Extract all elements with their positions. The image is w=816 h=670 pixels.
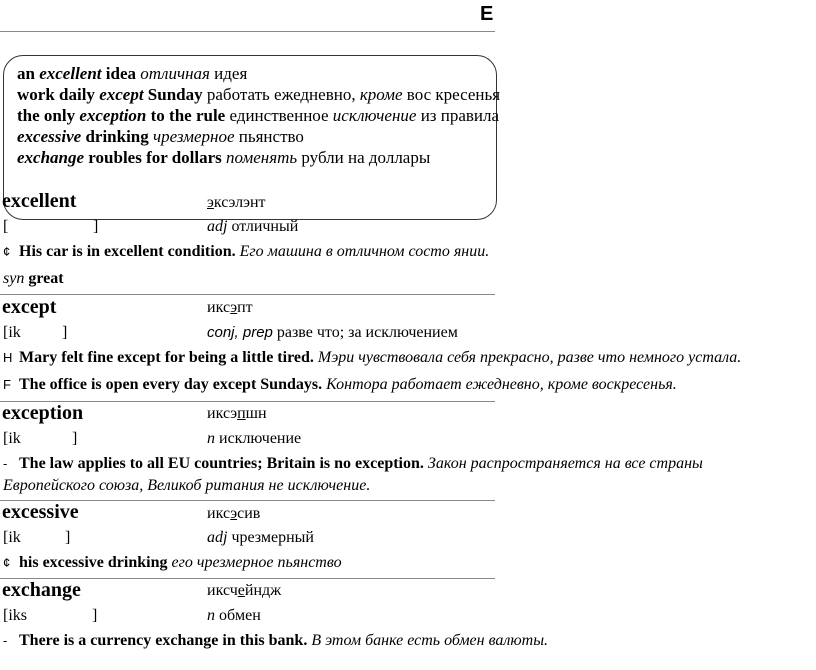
example: ¢ His car is in excellent condition. Его машина в отличном состо янии. [3,243,490,260]
ipa-bracket-open: [ [3,218,9,235]
ipa-bracket-open: [ik [3,529,21,546]
ipa-bracket-close: ] [72,430,78,447]
ipa-bracket-open: [iks [3,607,27,624]
headword-exchange: exchange [2,579,81,601]
ipa-bracket-close: ] [93,218,99,235]
headword-except: except [2,296,57,318]
section-letter: E [480,3,494,25]
definition: conj, prep разве что; за исключением [207,324,458,341]
ipa-bracket-open: [ik [3,324,21,341]
phrase-line: excessive drinking чрезмерное пьянство [17,127,304,146]
pronunciation: иксэпт [207,299,253,316]
header-rule [0,31,495,32]
ipa-bracket-close: ] [92,607,98,624]
ipa-bracket-close: ] [65,529,71,546]
phrase-line: work daily except Sunday работать ежедневно, кроме вос кресенья [17,85,501,104]
example: - There is a currency exchange in this bank. В этом банке есть обмен валюты. [3,632,549,649]
example: ¢ his excessive drinking его чрезмерное пьянство [3,554,342,571]
phrase-line: the only exception to the rule единственное исключение из правила [17,106,500,125]
pronunciation: иксэпшн [207,405,267,422]
definition: n обмен [207,607,261,624]
phrase-line: an excellent idea отличная идея [17,64,248,83]
ipa-bracket-close: ] [62,324,68,341]
ipa-bracket-open: [ik [3,430,21,447]
phrase-line: exchange roubles for dollars поменять рубли на доллары [17,148,431,167]
pronunciation: иксэсив [207,505,261,522]
definition: n исключение [207,430,302,447]
definition: adj чрезмерный [207,529,314,546]
synonym: syn great [3,270,64,287]
pronunciation: эксэлэнт [207,194,266,211]
example: F The office is open every day except Sundays. Контора работает ежедневно, кроме воскресенья. [3,376,677,393]
example: H Mary felt fine except for being a little tired. Мэри чувствовала себя прекрасно, разве что немного устала. [3,349,742,366]
example-continuation: Европейского союза, Великоб ритания не исключение. [3,477,371,494]
pronunciation: иксчейндж [207,582,282,599]
headword-excellent: excellent [2,190,77,212]
definition: adj отличный [207,218,299,235]
headword-exception: exception [2,402,84,424]
example: - The law applies to all EU countries; Britain is no exception. Закон распространяется на все страны [3,455,703,472]
headword-excessive: excessive [2,501,79,523]
entry-divider [0,294,495,295]
